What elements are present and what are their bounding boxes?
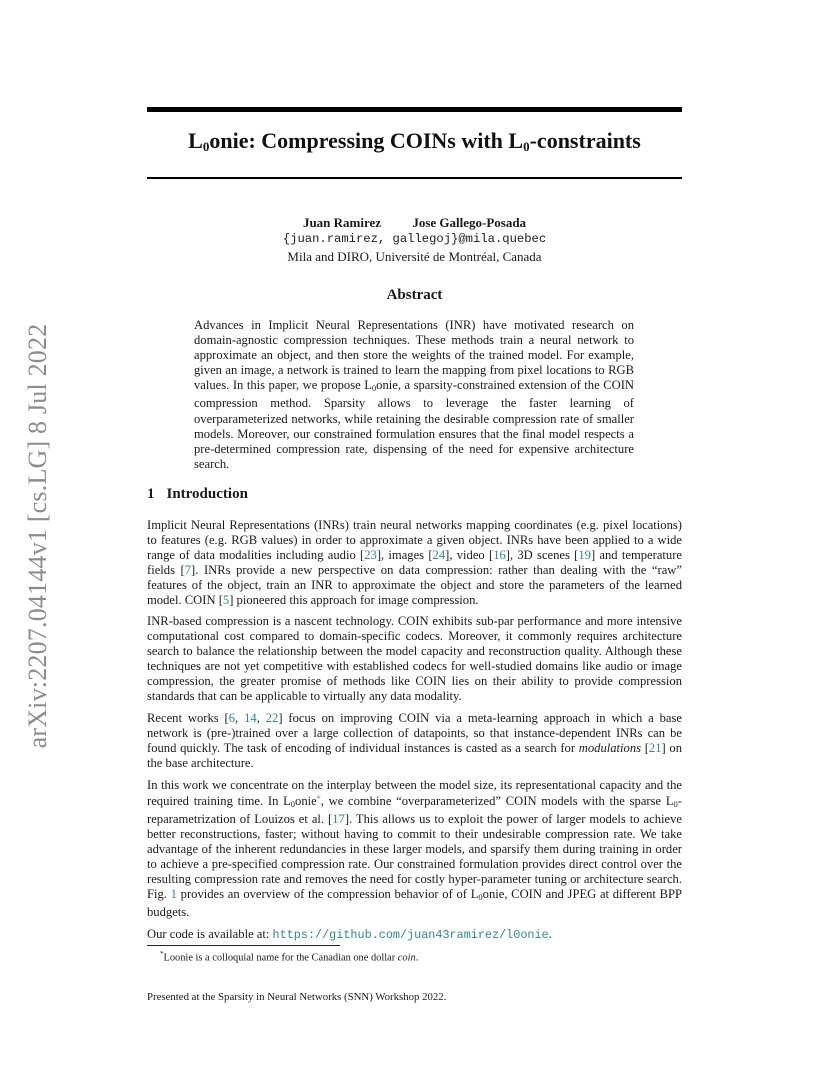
author-affiliation: Mila and DIRO, Université de Montréal, Canada xyxy=(287,249,542,264)
section-body xyxy=(147,518,682,950)
citation-link[interactable]: 14 xyxy=(244,710,257,725)
author-email: {juan.ramirez, gallegoj}@mila.quebec xyxy=(282,232,547,246)
abstract-heading: Abstract xyxy=(386,287,443,303)
citation-link[interactable]: 23 xyxy=(364,547,377,562)
citation-link[interactable]: 7 xyxy=(184,562,192,577)
footnote: *Loonie is a colloquial name for the Canadian one dollar coin. xyxy=(160,950,419,964)
citation-link[interactable]: 19 xyxy=(578,547,591,562)
citation-link[interactable]: 17 xyxy=(332,812,345,827)
paragraph: Implicit Neural Representations (INRs) train neural networks mapping coordinates (e.g. pixel locations) to features (e.g. RGB values) in order to approximate a given object. INRs have been applied to a wide range of data modalities including audio [23], images [24], video [16], 3D scenes [19] and temperature fields [7]. INRs provide a new perspective on data compression: rather than dealing with the “raw” features of the object, train an INR to approximate the object and store the parameters of the learned model. COIN [5] pioneered this approach for image compression. xyxy=(147,518,683,607)
citation-link[interactable]: 6 xyxy=(228,710,236,725)
author-names xyxy=(147,214,682,231)
footnote-marker-link[interactable]: * xyxy=(316,794,321,804)
title-top-rule xyxy=(147,107,682,112)
author-name: Juan Ramirez xyxy=(302,215,382,230)
figure-reference-link[interactable]: 1 xyxy=(170,886,177,901)
citation-link[interactable]: 22 xyxy=(265,710,279,725)
paragraph: In this work we concentrate on the interplay between the model size, its representational capacity and the required training time. In $L_0onie^*$, we combine “overparameterized” COIN models with the sparse $L_0$-reparametrization of Louizos et al. [17]. This allows us to exploit the power of larger models to achieve better reconstructions, faster; without having to commit to their undesirable compression rate. We take advantage of the inherent redundancies in these larger models, and sparsify them during training in order to achieve a pre-specified compression rate. Our constrained formulation provides direct control over the resulting compression rate and removes the need for costly hyper-parameter tuning or architecture search. Fig. 1 provides an overview of the compression behavior of of $L_0onie$, COIN and JPEG at different BPP budgets. xyxy=(147,777,682,919)
footnote-rule xyxy=(147,945,340,946)
citation-link[interactable]: 16 xyxy=(493,547,506,562)
title-bottom-rule xyxy=(147,177,682,179)
citation-link[interactable]: 21 xyxy=(648,740,662,755)
paragraph: INR-based compression is a nascent technology. COIN exhibits sub-par performance and more intensive computational cost compared to domain-specific codecs. Moreover, it commonly requires architecture search to balance the relationship between the model capacity and reconstruction quality. Although these techniques are not yet competitive with established codecs for well-studied domains like audio or image compression, the greater promise of methods like COIN lies on their ability to provide compression standards that can be applicable to virtually any data modality. xyxy=(147,614,682,703)
author-block xyxy=(147,214,682,265)
abstract-text: Advances in Implicit Neural Representations (INR) have motivated research on domain-agnostic compression techniques. These methods train a neural network to approximate an object, and then store the weights of the trained model. For example, given an image, a network is trained to learn the mapping from pixel locations to RGB values. In this paper, we propose $L_0onie$, a sparsity-constrained extension of the COIN compression method. Sparsity allows to leverage the faster learning of overparameterized networks, while retaining the desirable compression rate of smaller models. Moreover, our constrained formulation ensures that the final model respects a pre-determined compression rate, dispensing of the need for expensive architecture search. xyxy=(194,318,634,471)
section-heading: 1 Introduction xyxy=(147,486,248,502)
paragraph: Our code is available at: https://github.com/juan43ramirez/l0onie. xyxy=(147,926,552,942)
arxiv-identifier-stamp: arXiv:2207.04144v1 [cs.LG] 8 Jul 2022 xyxy=(23,323,52,749)
paragraph: Recent works [6, 14, 22] focus on improving COIN via a meta-learning approach in which a base network is (pre-)trained over a large collection of datapoints, so that instance-dependent INRs can be found quickly. The task of encoding of individual instances is casted as a search for modulations [21] on the base architecture. xyxy=(147,710,683,770)
paper-title: $L_0onie$: Compressing COINs with $L_0$-constraints xyxy=(188,128,641,154)
citation-link[interactable]: 24 xyxy=(432,547,446,562)
code-repository-link[interactable]: https://github.com/juan43ramirez/l0onie xyxy=(272,927,549,942)
venue-note: Presented at the Sparsity in Neural Networks (SNN) Workshop 2022. xyxy=(147,991,447,1003)
author-name: Jose Gallego-Posada xyxy=(412,215,527,230)
citation-link[interactable]: 5 xyxy=(222,592,230,607)
